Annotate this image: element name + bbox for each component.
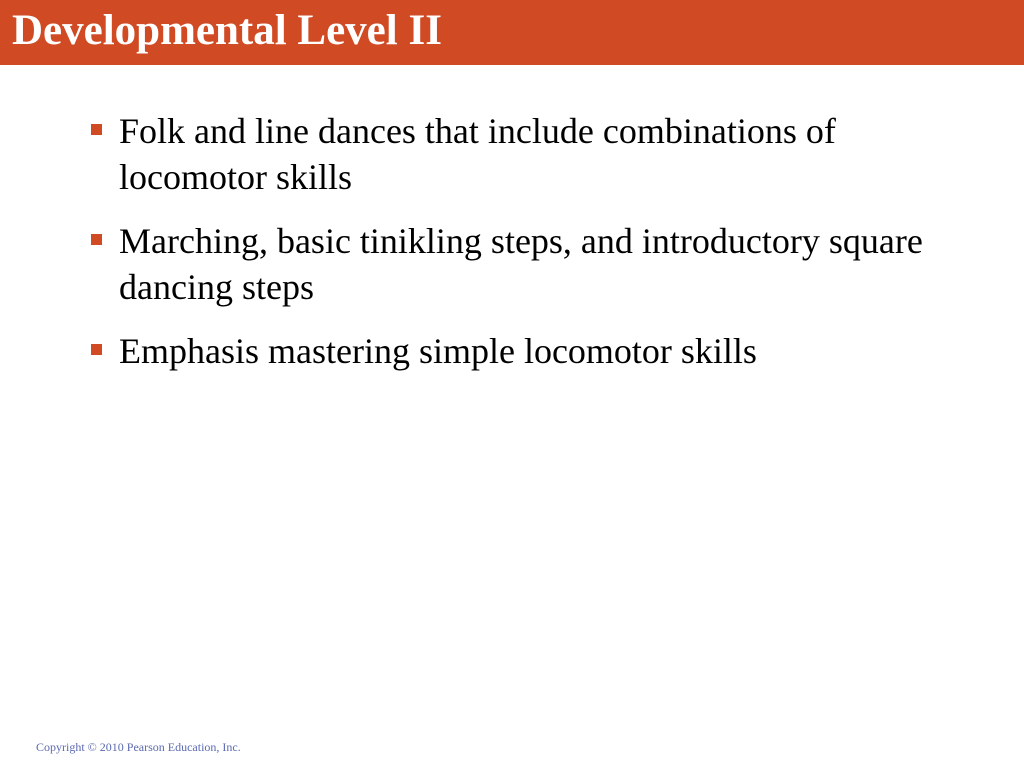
bullet-text: Folk and line dances that include combinations of locomotor skills: [119, 111, 836, 197]
square-bullet-icon: [91, 344, 102, 355]
slide-title: Developmental Level II: [12, 7, 442, 54]
bullet-item: [90, 108, 990, 200]
square-bullet-icon: [91, 234, 102, 245]
bullet-text: Marching, basic tinikling steps, and introductory square dancing steps: [119, 221, 923, 307]
bullet-text: Emphasis mastering simple locomotor skills: [119, 331, 757, 371]
bullet-item: [90, 328, 990, 374]
copyright-footer: Copyright © 2010 Pearson Education, Inc.: [36, 740, 241, 754]
title-bar: [0, 0, 1024, 65]
square-bullet-icon: [91, 124, 102, 135]
bullet-list: [90, 108, 990, 392]
bullet-item: [90, 218, 990, 310]
